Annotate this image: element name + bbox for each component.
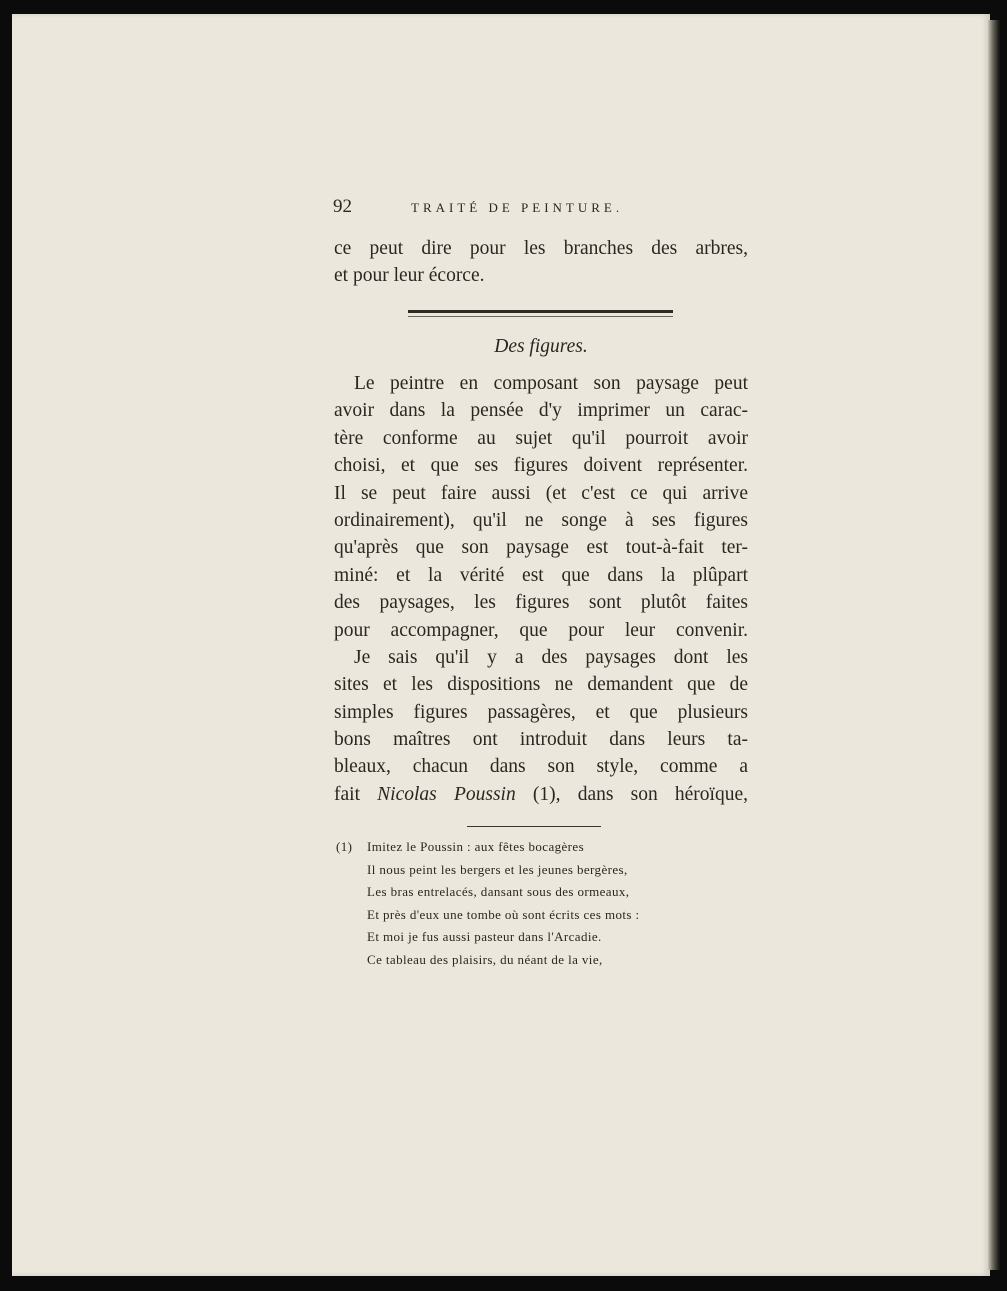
footnote [336,836,736,971]
opening-lines [334,235,748,290]
text-line: miné: et la vérité est que dans la plûpart [334,564,748,586]
text-line: bons maîtres ont introduit dans leurs ta- [334,729,748,751]
text-fragment: (1), dans son héroïque, [515,783,748,805]
footnote-line: Ce tableau des plaisirs, du néant de la vie, [367,951,603,967]
section-heading: Des figures. [494,336,588,357]
footnote-line [336,836,736,859]
text-line: ce peut dire pour les branches des arbres, [334,238,748,259]
text-line: des paysages, les figures sont plutôt faites [334,592,748,614]
text-line: qu'après que son paysage est tout-à-fait ter- [334,537,748,559]
text-line: avoir dans la pensée d'y imprimer un carac- [334,400,748,422]
footnote-line: Les bras entrelacés, dansant sous des ormeaux, [367,884,630,899]
text-line: et pour leur écorce. [334,265,485,287]
text-fragment: fait [334,783,378,805]
running-head [333,196,753,220]
text-line-with-name [334,781,748,808]
painter-name: Nicolas Poussin [377,783,516,805]
text-line: sites et les dispositions ne demandent que de [334,674,748,696]
footnote-text: Imitez le Poussin : aux fêtes bocagères [367,839,585,854]
section-divider-thin [408,316,673,317]
footnote-marker: (1) [336,839,353,854]
text-line: pour accompagner, que pour leur convenir. [334,619,748,641]
text-line: tère conforme au sujet qu'il pourroit avoir [334,427,748,449]
running-title: TRAITÉ DE PEINTURE. [411,200,624,215]
text-line: bleaux, chacun dans son style, comme a [334,756,748,778]
page-edge-shadow [988,20,1000,1270]
footnote-divider [467,826,601,827]
footnote-line: Il nous peint les bergers et les jeunes bergères, [367,861,628,877]
text-line: simples figures passagères, et que plusieurs [334,701,748,723]
footnote-line: Et moi je fus aussi pasteur dans l'Arcadie. [367,929,602,944]
section-divider [408,310,673,313]
text-line: Le peintre en composant son paysage peut [354,373,748,394]
text-line: ordinairement), qu'il ne songe à ses figures [334,509,748,531]
page-number: 92 [333,196,352,217]
paragraph-1 [334,370,748,808]
text-line: choisi, et que ses figures doivent représenter. [334,455,748,477]
text-line: Il se peut faire aussi (et c'est ce qui arrive [334,482,748,504]
text-line: Je sais qu'il y a des paysages dont les [354,646,748,668]
footnote-line: Et près d'eux une tombe où sont écrits ces mots : [367,906,640,922]
